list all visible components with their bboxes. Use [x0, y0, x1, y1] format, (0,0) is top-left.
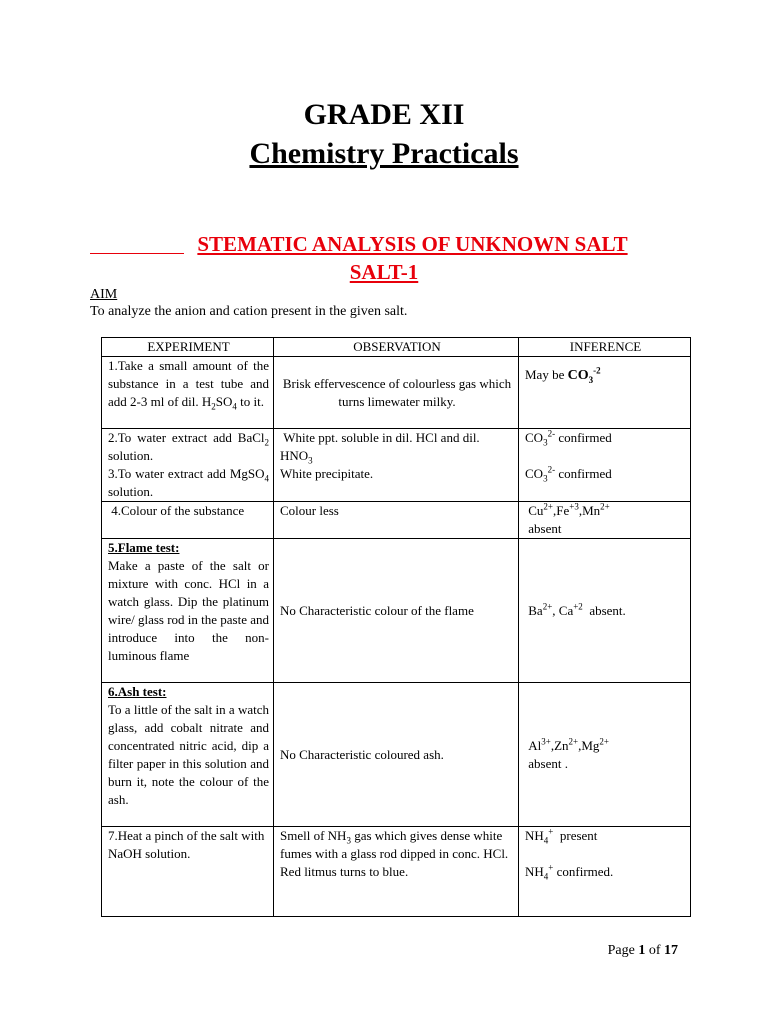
row5-observation: No Characteristic coloured ash. [274, 683, 519, 827]
page-footer [608, 942, 678, 960]
row2-observation: White ppt. soluble in dil. HCl and dil. $HNO_3$ White precipitate. [274, 429, 519, 502]
flame-test-title: 5.Flame test: [108, 540, 180, 555]
row6-observation: Smell of $NH_3$ gas which gives dense white fumes with a glass rod dipped in conc. HCl. Red litmus turns to blue. [274, 827, 519, 917]
page-label: Page [607, 943, 635, 958]
row2-experiment: 2.To water extract add BaCl$_2$ solution. 3.To water extract add MgSO$_4$ solution. [102, 429, 274, 502]
row1-experiment: 1.Take a small amount of the substance in a test tube and add 2-3 ml of dil. $H_2SO_4$ to it. [102, 357, 274, 429]
section-title-line2 [0, 259, 768, 285]
section-title-line2-text: SALT-1 [349, 260, 419, 284]
table-row [102, 827, 691, 917]
table-row [102, 683, 691, 827]
row1-inference: May be $CO_3^{-2}$ [519, 357, 691, 429]
row5-experiment: 6.Ash test: To a little of the salt in a watch glass, add cobalt nitrate and concentrated nitric acid, dip a filter paper in this solution and burn it, note the colour of the ash. [102, 683, 274, 827]
row3-inference: $Cu^{2+},Fe^{+3},Mn^{2+}$ absent [519, 502, 691, 539]
of-label: of [648, 943, 661, 958]
row3-experiment: 4.Colour of the substance [102, 502, 274, 539]
ash-test-title: 6.Ash test: [108, 684, 167, 699]
row4-observation: No Characteristic colour of the flame [274, 539, 519, 683]
row1-observation: Brisk effervescence of colourless gas which turns limewater milky. [274, 357, 519, 429]
analysis-table [101, 337, 691, 917]
section-title-line1-text: STEMATIC ANALYSIS OF UNKNOWN SALT [197, 232, 628, 256]
row5-inference: $Al^{3+},Zn^{2+},Mg^{2+}$ absent . [519, 683, 691, 827]
page-number: 1 [638, 943, 646, 958]
document-subject-title [0, 137, 768, 171]
row2-inference: $CO_3^{2-}$ confirmed $CO_3^{2-}$ confirmed [519, 429, 691, 502]
table-row [102, 429, 691, 502]
row6-inference: $NH_4^+$ present $NH_4^+$ confirmed. [519, 827, 691, 917]
table-row [102, 502, 691, 539]
aim-heading: AIM [90, 287, 118, 302]
column-header-experiment: EXPERIMENT [102, 338, 274, 357]
table-row [102, 357, 691, 429]
document-grade-title: GRADE XII [303, 98, 465, 131]
page-total: 17 [664, 943, 678, 958]
column-header-inference: INFERENCE [519, 338, 691, 357]
row3-observation: Colour less [274, 502, 519, 539]
row6-experiment: 7.Heat a pinch of the salt with NaOH solution. [102, 827, 274, 917]
subject-text: Chemistry Practicals [249, 137, 519, 170]
row4-experiment: 5.Flame test: Make a paste of the salt or mixture with conc. HCl in a watch glass. Dip the platinum wire/ glass rod in the paste and introduce into the non-luminous flame [102, 539, 274, 683]
spacer [280, 357, 514, 375]
row4-inference: $Ba^{2+}$, $Ca^{+2}$ absent. [519, 539, 691, 683]
table-row [102, 539, 691, 683]
spacer [525, 357, 686, 366]
table-header-row [102, 338, 691, 357]
aim-text: To analyze the anion and cation present in the given salt. [90, 304, 408, 319]
section-title-line1 [90, 231, 690, 257]
column-header-observation: OBSERVATION [274, 338, 519, 357]
